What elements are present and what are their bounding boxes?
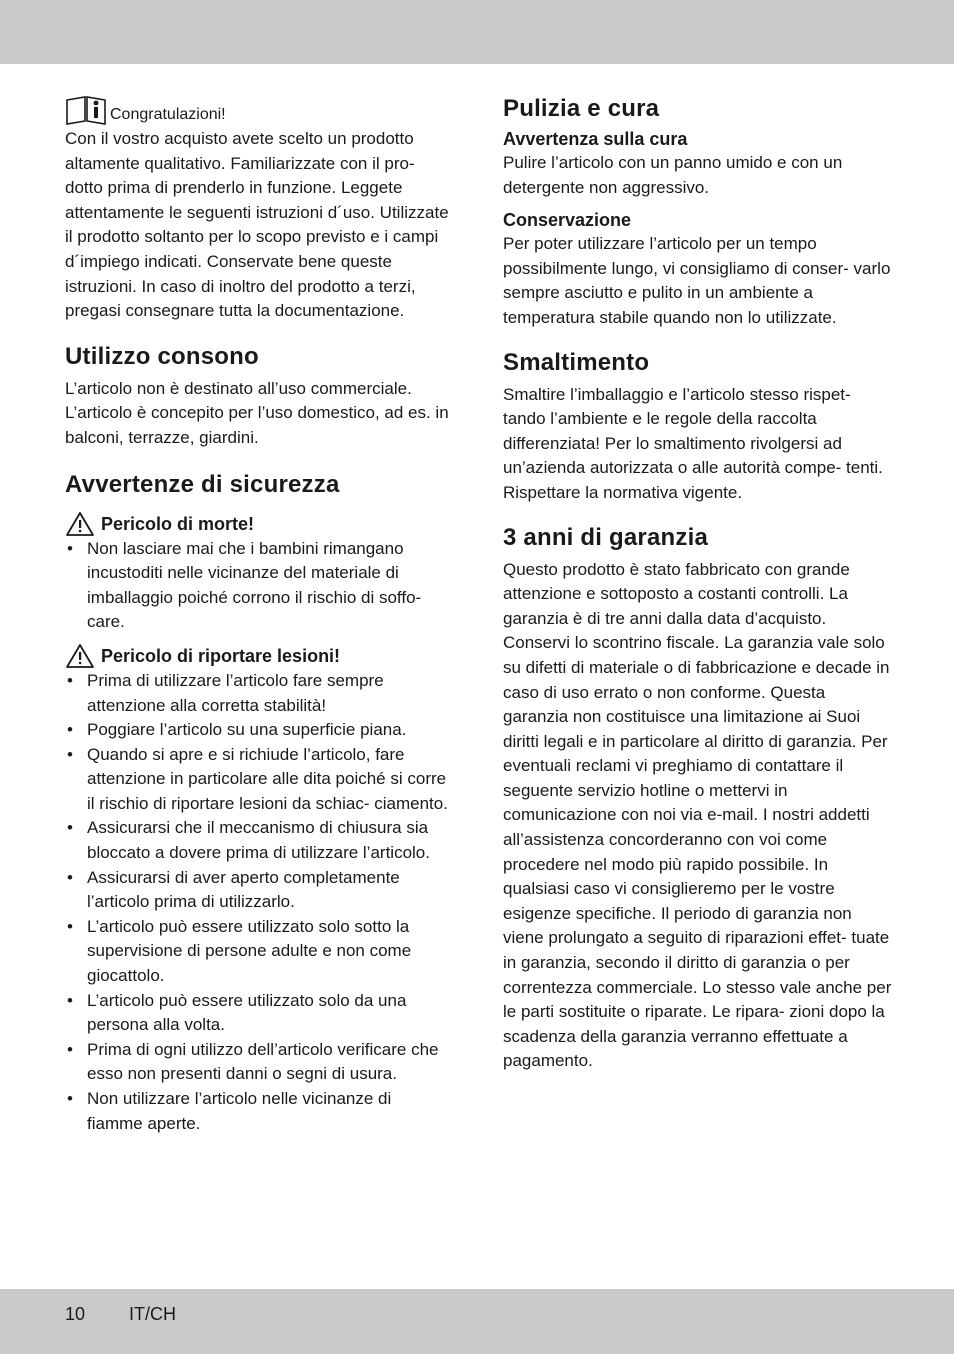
- conservazione-title: Conservazione: [503, 210, 632, 231]
- pericolo-morte-list: [65, 537, 450, 635]
- language-code: IT/CH: [129, 1304, 176, 1324]
- list-item: • Assicurarsi che il meccanismo di chiusura sia bloccato a dovere prima di utilizzare l’articolo.: [65, 816, 450, 865]
- pericolo-lesioni-title: Pericolo di riportare lesioni!: [101, 645, 341, 666]
- list-item: • Poggiare l’articolo su una superficie piana.: [65, 718, 450, 743]
- list-item: • L’articolo può essere utilizzato solo sotto la supervisione di persone adulte e non come giocattolo.: [65, 915, 450, 989]
- list-item: • Non lasciare mai che i bambini rimangano incustoditi nelle vicinanze del materiale di imballaggio poiché corrono il rischio di soffo- care.: [65, 537, 450, 635]
- heading-utilizzo: Utilizzo consono: [65, 342, 259, 370]
- heading-smaltimento: Smaltimento: [503, 348, 650, 376]
- list-item: • Quando si apre e si richiude l’articolo, fare attenzione in particolare alle dita poiché si corre il rischio di riportare lesioni da schiac- ciamento.: [65, 743, 450, 817]
- heading-garanzia: 3 anni di garanzia: [503, 523, 708, 551]
- conservazione-text: Per poter utilizzare l’articolo per un tempo possibilmente lungo, vi consigliamo di conser- varlo sempre asciutto e pulito in un ambiente a temperatura stabile quando non lo utilizzate.: [503, 234, 891, 327]
- intro-text: Con il vostro acquisto avete scelto un prodotto altamente qualitativo. Familiarizzate con il pro- dotto prima di prenderlo in funzione. Leggete attentamente le seguenti istruzioni d´uso. Utilizzate il prodotto soltanto per lo scopo previsto e i campi d´impiego indicati. Conservate bene queste istruzioni. In caso di inoltro del prodotto a terzi, pregasi consegnare tutta la documentazione.: [65, 129, 449, 321]
- list-item: • Prima di utilizzare l’articolo fare sempre attenzione alla corretta stabilità!: [65, 669, 450, 718]
- pericolo-morte-title: Pericolo di morte!: [101, 513, 255, 534]
- utilizzo-text: L’articolo non è destinato all’uso commerciale. L’articolo è concepito per l’uso domestico, ad es. in balconi, terrazze, giardini.: [65, 378, 449, 447]
- info-book-icon: [65, 94, 107, 126]
- warning-triangle-icon: [65, 643, 95, 669]
- warning-triangle-icon: [65, 511, 95, 537]
- pericolo-lesioni-heading: [65, 643, 450, 669]
- heading-pulizia: Pulizia e cura: [503, 95, 660, 122]
- left-column: [65, 94, 450, 1136]
- avvertenza-cura-title: Avvertenza sulla cura: [503, 129, 688, 149]
- pericolo-lesioni-list: [65, 669, 450, 1136]
- list-item: • Assicurarsi di aver aperto completamente l’articolo prima di utilizzarlo.: [65, 866, 450, 915]
- page-number: 10: [65, 1304, 86, 1324]
- avvertenza-cura-text: Pulire l’articolo con un panno umido e con un detergente non aggressivo.: [503, 153, 843, 197]
- list-item: • L’articolo può essere utilizzato solo da una persona alla volta.: [65, 989, 450, 1038]
- intro-title: Congratulazioni!: [110, 106, 226, 123]
- garanzia-text: Questo prodotto è stato fabbricato con grande attenzione e sottoposto a costanti controlli. La garanzia è di tre anni dalla data d’acquisto. Conservi lo scontrino fiscale. La garanzia vale solo su difetti di materiale o di fabbricazione e decade in caso di uso errato o non conforme. Questa garanzia non costituisce una limitazione ai Suoi diritti legali e in particolare al diritto di garanzia. Per eventuali reclami vi preghiamo di contattare il seguente servizio hotline o mettervi in comunicazione con noi via e-mail. I nostri addetti all’assistenza concorderanno con voi come procedere nel modo più rapido possibile. In qualsiasi caso vi consiglieremo per le vostre esigenze specifiche. Il periodo di garanzia non viene prolungato a seguito di riparazioni effet- tuate in garanzia, secondo il diritto di garanzia o per correntezza commerciale. Lo stesso vale anche per le parti sostituite o riparate. Le ripara- zioni dopo la scadenza della garanzia verranno effettuate a pagamento.: [503, 559, 892, 1071]
- right-column: [503, 94, 895, 1074]
- header-bar: [0, 0, 954, 64]
- smaltimento-text: Smaltire l’imballaggio e l’articolo stesso rispet- tando l’ambiente e le regole della raccolta differenziata! Per lo smaltimento rivolgersi ad un’azienda autorizzata o alle autorità compe- tenti. Rispettare la normativa vigente.: [503, 384, 883, 502]
- list-item: • Prima di ogni utilizzo dell’articolo verificare che esso non presenti danni o segni di usura.: [65, 1038, 450, 1087]
- pericolo-morte-heading: [65, 511, 450, 537]
- heading-sicurezza: Avvertenze di sicurezza: [65, 470, 340, 498]
- list-item: • Non utilizzare l’articolo nelle vicinanze di fiamme aperte.: [65, 1087, 450, 1136]
- intro-heading: [65, 94, 450, 126]
